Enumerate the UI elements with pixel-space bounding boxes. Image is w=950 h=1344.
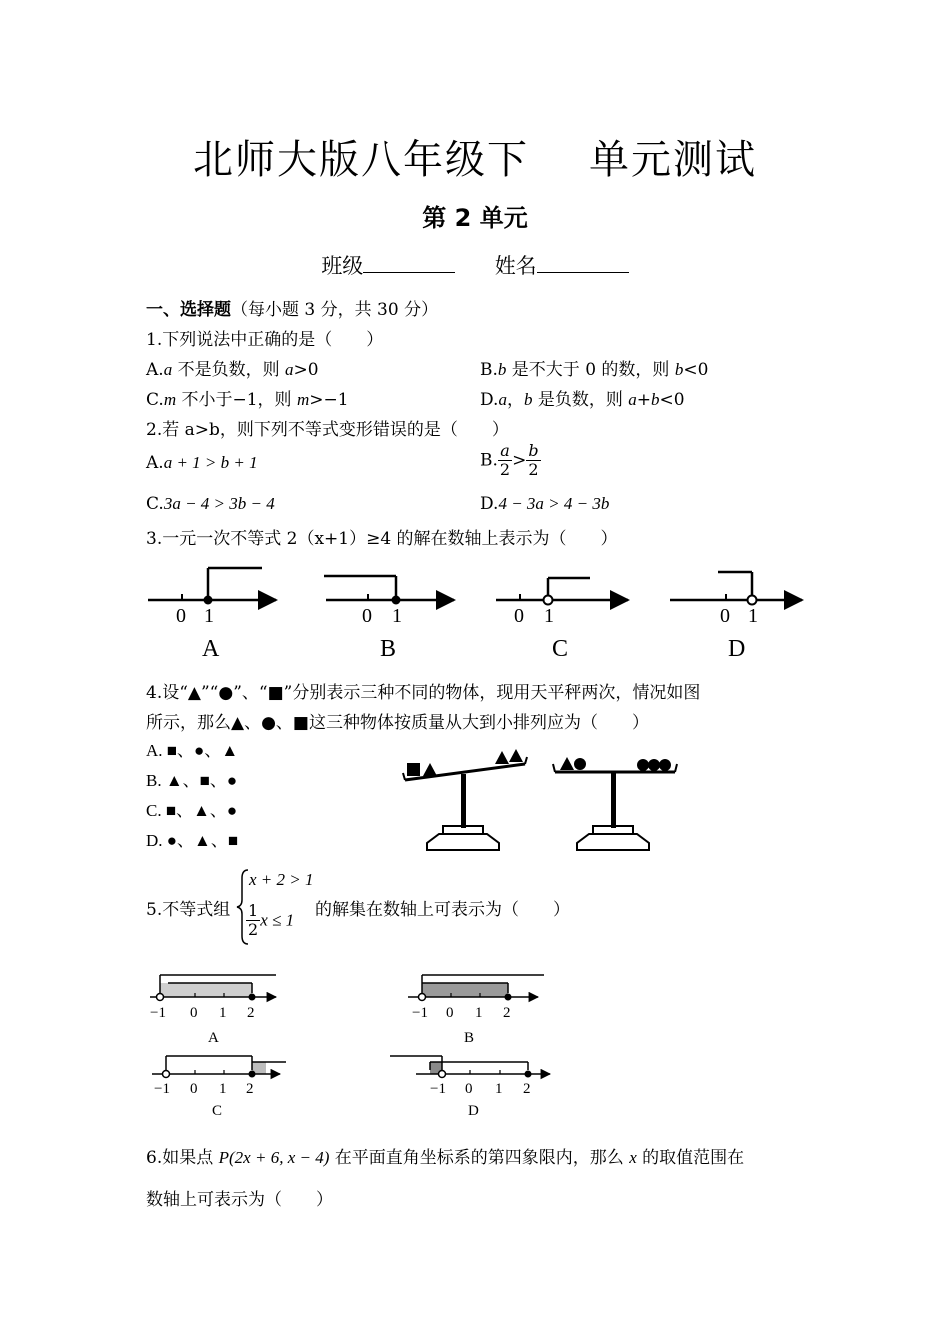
q4-balance-figure — [395, 740, 695, 855]
q5-line-c[interactable] — [152, 1056, 286, 1119]
q3-line-b[interactable] — [324, 576, 454, 662]
q6-stem-line1: 6.如果点 P(2x + 6, x − 4) 在平面直角坐标系的第四象限内，那么 x 的取值范围在 — [146, 1148, 745, 1168]
q5-stem-pre: 5.不等式组 — [146, 900, 231, 920]
q1-option-b: B.b 是不大于 0 的数，则 b<0 — [480, 360, 709, 380]
svg-text:0: 0 — [446, 1005, 454, 1021]
q5-inequality-1: x + 2 > 1 — [249, 870, 314, 889]
q4-stem-line1: 4.设“▲”“●”、“■”分别表示三种不同的物体，现用天平秤两次，情况如图 — [146, 683, 701, 703]
svg-text:0: 0 — [514, 605, 524, 627]
section-title: 一、选择题 — [146, 300, 231, 320]
q4-option-b: B. ▲、■、● — [146, 771, 238, 790]
circle-icon — [648, 759, 660, 771]
svg-text:A: A — [208, 1030, 219, 1046]
svg-text:1: 1 — [219, 1005, 227, 1021]
q5-line-a[interactable] — [150, 975, 276, 1046]
balance-scale-right — [553, 757, 677, 850]
svg-text:0: 0 — [190, 1081, 198, 1097]
q4-option-d: D. ●、▲、■ — [146, 831, 239, 850]
svg-text:1: 1 — [219, 1081, 227, 1097]
title-right: 单元测试 — [589, 137, 757, 183]
q1-option-a: A.a 不是负数，则 a>0 — [146, 360, 319, 380]
class-name-line — [0, 250, 950, 280]
svg-text:1: 1 — [392, 605, 402, 627]
svg-text:2: 2 — [523, 1081, 531, 1097]
circle-icon — [637, 759, 649, 771]
q2-stem: 2.若 a>b，则下列不等式变形错误的是（ ） — [146, 420, 509, 440]
svg-text:1: 1 — [495, 1081, 503, 1097]
svg-text:C: C — [552, 636, 569, 662]
q3-line-d[interactable] — [670, 572, 802, 662]
section-heading — [146, 295, 438, 320]
svg-text:2: 2 — [503, 1005, 511, 1021]
svg-text:1: 1 — [748, 605, 758, 627]
svg-text:D: D — [728, 636, 746, 662]
q3-stem: 3.一元一次不等式 2（x+1）≥4 的解在数轴上表示为（ ） — [146, 529, 618, 549]
q3-number-lines — [140, 560, 820, 665]
svg-text:0: 0 — [465, 1081, 473, 1097]
page-title — [0, 128, 950, 185]
q2-option-d: D.4 − 3a > 4 − 3b — [480, 494, 610, 514]
svg-text:2: 2 — [246, 1081, 254, 1097]
svg-text:B: B — [380, 636, 397, 662]
q5-line-d[interactable] — [390, 1056, 550, 1119]
q2-option-a: A.a + 1 > b + 1 — [146, 453, 258, 473]
q2-option-b: B. $\frac{a}{2}$ > $\frac{b}{2}$ — [480, 441, 539, 479]
triangle-icon — [423, 763, 437, 776]
triangle-icon — [560, 757, 574, 770]
svg-text:1: 1 — [204, 605, 214, 627]
svg-text:−1: −1 — [154, 1081, 170, 1097]
q1-option-c: C.m 不小于−1，则 m>−1 — [146, 390, 349, 410]
svg-text:1: 1 — [544, 605, 554, 627]
q4-stem-line2: 所示，那么▲、●、■这三种物体按质量从大到小排列应为（ ） — [146, 713, 649, 733]
title-left: 北师大版八年级下 — [193, 137, 529, 183]
q4-option-c: C. ■、▲、● — [146, 801, 238, 820]
triangle-icon — [509, 749, 523, 762]
unit-subtitle: 第 2 单元 — [422, 204, 528, 232]
svg-text:−1: −1 — [150, 1005, 166, 1021]
svg-text:1: 1 — [475, 1005, 483, 1021]
balance-scale-left — [403, 749, 527, 850]
q3-line-c[interactable] — [496, 578, 628, 662]
circle-icon — [574, 758, 586, 770]
svg-text:C: C — [212, 1103, 223, 1119]
q5-number-lines — [140, 965, 560, 1125]
svg-text:B: B — [464, 1030, 475, 1046]
name-label: 姓名 — [494, 254, 537, 278]
q5-inequality-2: $\frac{1}{2}$ x ≤ 1 — [248, 901, 295, 939]
svg-text:−1: −1 — [412, 1005, 428, 1021]
q1-option-d: D.a，b 是负数，则 a+b<0 — [480, 390, 685, 410]
q5-stem-post: 的解集在数轴上可表示为（ ） — [315, 900, 570, 920]
class-blank[interactable] — [363, 252, 455, 273]
class-label: 班级 — [321, 254, 364, 278]
q5-line-b[interactable] — [408, 975, 544, 1046]
name-blank[interactable] — [537, 252, 629, 273]
square-icon — [407, 763, 420, 776]
svg-text:D: D — [468, 1103, 479, 1119]
svg-text:0: 0 — [190, 1005, 198, 1021]
svg-text:0: 0 — [362, 605, 372, 627]
svg-text:0: 0 — [176, 605, 186, 627]
q3-line-a[interactable] — [148, 568, 276, 662]
q6-stem-line2: 数轴上可表示为（ ） — [146, 1190, 333, 1210]
section-note: （每小题 3 分，共 30 分） — [231, 300, 439, 320]
triangle-icon — [495, 751, 509, 764]
svg-text:2: 2 — [247, 1005, 255, 1021]
svg-text:0: 0 — [720, 605, 730, 627]
svg-text:A: A — [202, 636, 220, 662]
q1-stem: 1.下列说法中正确的是（ ） — [146, 330, 384, 350]
q4-option-a: A. ■、●、▲ — [146, 741, 239, 760]
circle-icon — [659, 759, 671, 771]
svg-text:−1: −1 — [430, 1081, 446, 1097]
q2-option-c: C.3a − 4 > 3b − 4 — [146, 494, 275, 514]
